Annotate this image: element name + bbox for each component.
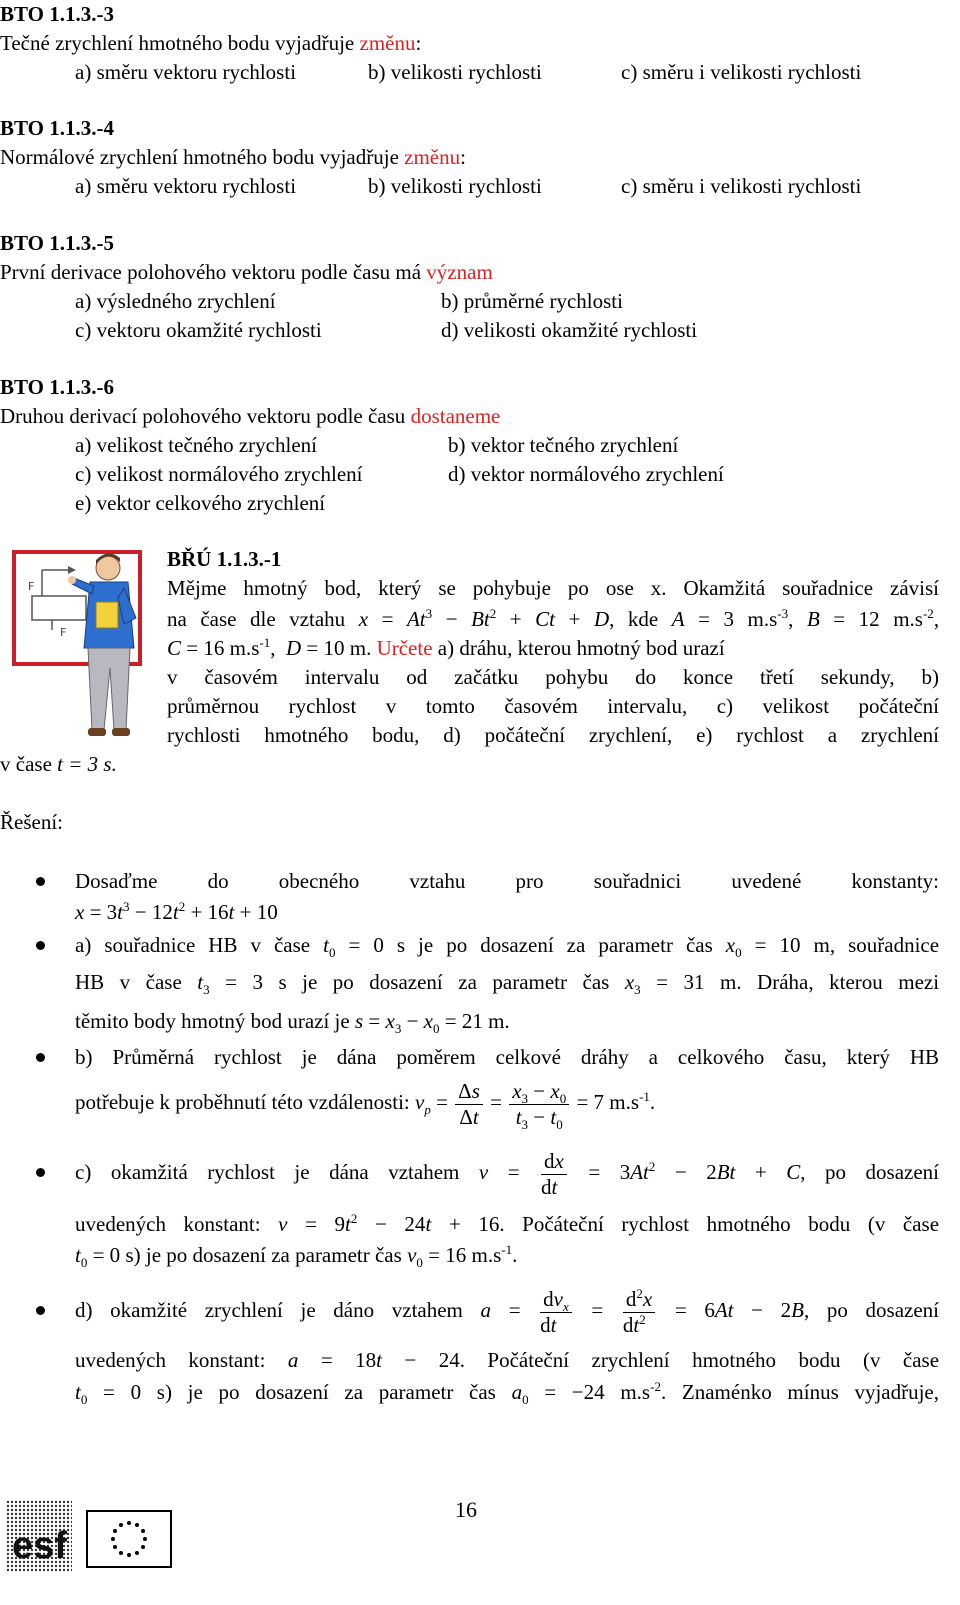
question-title: BTO 1.1.3.-3 — [0, 2, 114, 26]
solution-text-line: $t_0 = 0$ s) je po dosazení za parametr čas $a_0 = -24$ $m.s^{-2}$. Znaménko mínus vyjadřuje, — [75, 1379, 939, 1408]
problem-text-line: Mějme hmotný bod, který se pohybuje po ose x. Okamžitá souřadnice závisí — [167, 576, 939, 600]
option-b: b) velikosti rychlosti — [368, 174, 542, 198]
problem-text-line: v časovém intervalu od začátku pohybu do konce třetí sekundy, b) — [167, 665, 939, 689]
option-b: b) velikosti rychlosti — [368, 60, 542, 84]
question-title: BTO 1.1.3.-5 — [0, 231, 114, 255]
solution-text-line: uvedených konstant: a = 18t − 24. Počáteční zrychlení hmotného bodu (v čase — [75, 1348, 940, 1372]
question-stem: Tečné zrychlení hmotného bodu vyjadřuje změnu: — [0, 31, 422, 55]
bullet-icon — [36, 1053, 45, 1062]
problem-text-line: C = 16 $m.s^{-1}$, D = 10 m. Určete a) dráhu, kterou hmotný bod urazí — [167, 635, 725, 660]
svg-text:F: F — [60, 626, 67, 639]
option-a: a) směru vektoru rychlosti — [75, 174, 297, 198]
problem-title: BŘÚ 1.1.3.-1 — [167, 547, 282, 571]
option-b: b) průměrné rychlosti — [441, 289, 623, 313]
option-d: d) velikosti okamžité rychlosti — [441, 318, 698, 342]
problem-text-line: rychlosti hmotného bodu, d) počáteční zrychlení, e) rychlost a zrychlení — [167, 723, 939, 747]
bullet-icon — [36, 1168, 45, 1177]
option-a: a) velikost tečného zrychlení — [75, 433, 317, 457]
option-d: d) vektor normálového zrychlení — [448, 462, 724, 486]
option-a: a) výsledného zrychlení — [75, 289, 276, 313]
solution-text-line: potřebuje k proběhnutí této vzdálenosti: $v_p$ = $\frac{\Delta s}{\Delta t}$ = $\frac{x_3 - x_0}{t_3 - t_0}$ = 7 $m.s^{-1}$. — [75, 1078, 656, 1132]
svg-text:esf: esf — [12, 1525, 67, 1567]
solution-text-line: a) souřadnice HB v čase $t_0 = 0$ s je po dosazení za parametr čas $x_0 = 10$ m, souřadnice — [75, 933, 940, 961]
solution-text-line: těmito body hmotný bod urazí je $s = x_3 - x_0 = 21$ m. — [75, 1009, 510, 1037]
bullet-icon — [36, 1306, 45, 1315]
question-title: BTO 1.1.3.-6 — [0, 375, 114, 399]
option-b: b) vektor tečného zrychlení — [448, 433, 679, 457]
esf-logo — [6, 1500, 72, 1572]
solution-heading: Řešení: — [0, 810, 63, 834]
problem-text-line: na čase dle vztahu $x = At^3 - Bt^2 + Ct + D$, kde A = 3 $m.s^{-3}$, B = 12 $m.s^{-2}$, — [167, 606, 940, 631]
solution-text-line: HB v čase $t_3 = 3$ s je po dosazení za parametr čas $x_3 = 31$ m. Dráha, kterou mezi — [75, 970, 940, 998]
teacher-illustration — [12, 548, 147, 743]
option-e: e) vektor celkového zrychlení — [75, 491, 326, 515]
option-c: c) směru i velikosti rychlosti — [621, 174, 862, 198]
svg-text:F: F — [28, 580, 35, 593]
solution-text-line: $t_0 = 0$ s) je po dosazení za parametr čas $v_0 = 16$ $m.s^{-1}$. — [75, 1242, 518, 1271]
option-c: c) velikost normálového zrychlení — [75, 462, 363, 486]
formula: $x = 3t^3 - 12t^2 + 16t + 10$ — [75, 899, 278, 924]
question-stem: Druhou derivací polohového vektoru podle času dostaneme — [0, 404, 501, 428]
bullet-icon — [36, 941, 45, 950]
option-c: c) vektoru okamžité rychlosti — [75, 318, 322, 342]
question-stem: Normálové zrychlení hmotného bodu vyjadřuje změnu: — [0, 145, 466, 169]
option-c: c) směru i velikosti rychlosti — [621, 60, 862, 84]
question-title: BTO 1.1.3.-4 — [0, 116, 114, 140]
bullet-icon — [36, 877, 45, 886]
solution-text-line: Dosaďme do obecného vztahu pro souřadnici uvedené konstanty: — [75, 869, 939, 893]
solution-text-line: c) okamžitá rychlost je dána vztahem v = $\frac{dx}{dt}$ = $3At^2 - 2Bt + C$, po dosazení — [75, 1148, 939, 1199]
question-stem: První derivace polohového vektoru podle času má význam — [0, 260, 493, 284]
solution-text-line: b) Průměrná rychlost je dána poměrem celkové dráhy a celkového času, který HB — [75, 1045, 939, 1069]
eu-flag-logo — [86, 1510, 172, 1568]
problem-text-line: v čase t = 3 s. — [0, 752, 117, 776]
solution-text-line: uvedených konstant: $v = 9t^2 - 24t + 16$. Počáteční rychlost hmotného bodu (v čase — [75, 1211, 940, 1236]
problem-text-line: průměrnou rychlost v tomto časovém intervalu, c) velikost počáteční — [167, 694, 939, 718]
page-number: 16 — [455, 1497, 477, 1522]
option-a: a) směru vektoru rychlosti — [75, 60, 297, 84]
solution-text-line: d) okamžité zrychlení je dáno vztahem a = $\frac{dv_x}{dt}$ = $\frac{d^2x}{dt^2}$ = 6At − 2B, po dosazení — [75, 1285, 939, 1337]
